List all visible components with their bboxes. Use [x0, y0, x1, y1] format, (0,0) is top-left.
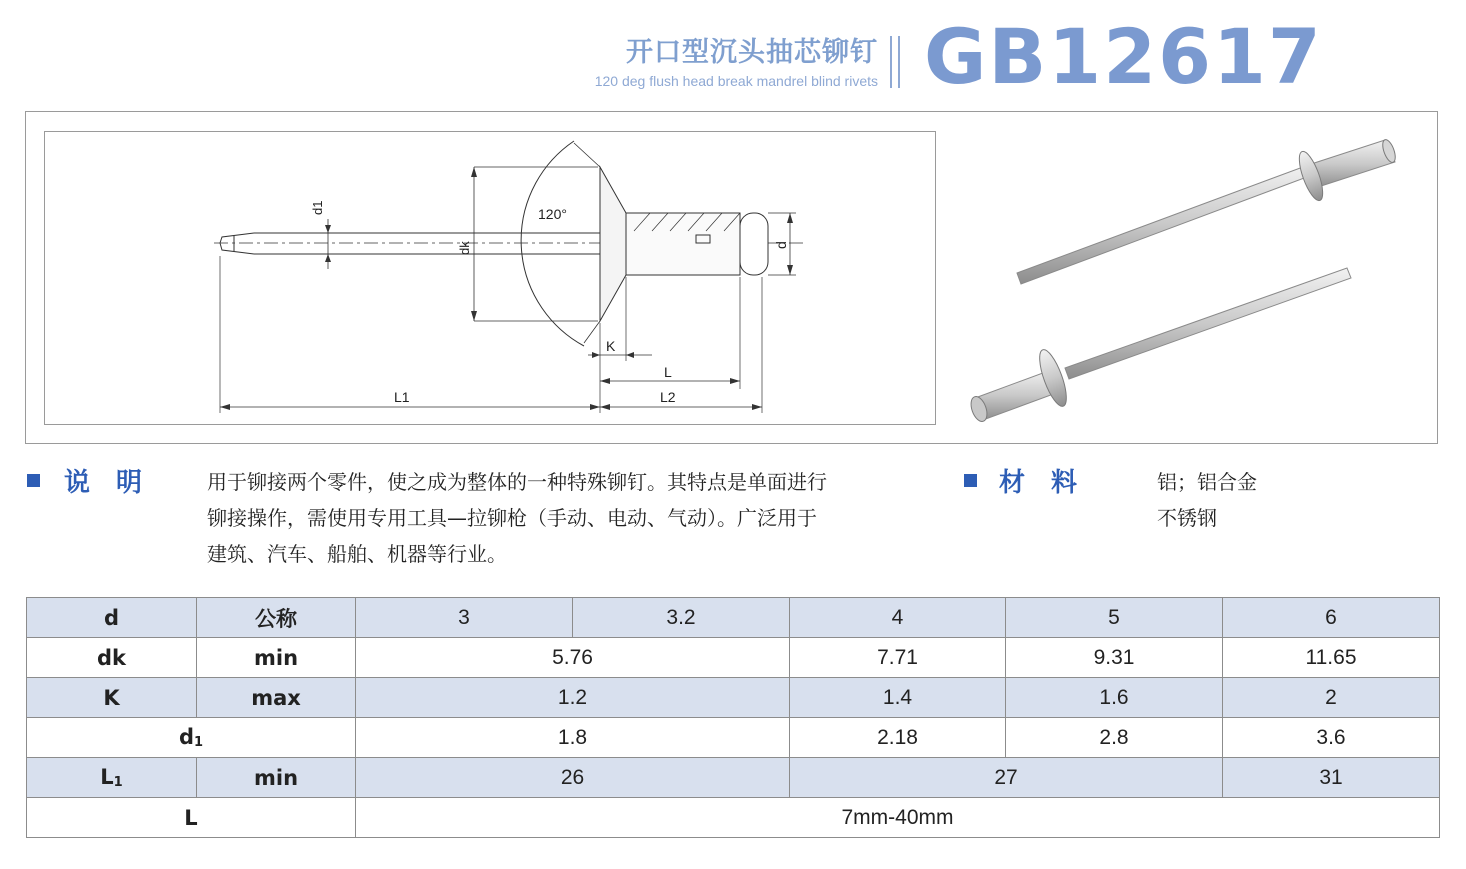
value-cell: 1.4	[790, 678, 1006, 718]
l1-label: L1	[394, 389, 410, 405]
table-row	[27, 718, 1440, 758]
table-row	[27, 638, 1440, 678]
value-cell: 5.76	[356, 638, 790, 678]
material-label: 材 料	[999, 468, 1078, 498]
value-cell: 7.71	[790, 638, 1006, 678]
d-label: d	[773, 241, 789, 249]
table-row	[27, 678, 1440, 718]
value-cell: 26	[356, 758, 790, 798]
dk-label: dk	[457, 241, 472, 255]
qualifier-cell: max	[197, 678, 356, 718]
spec-table	[26, 597, 1440, 838]
param-cell: K	[27, 678, 197, 718]
qualifier-cell: min	[197, 758, 356, 798]
qualifier-cell: min	[197, 638, 356, 678]
description-label: 说 明	[64, 468, 143, 498]
angle-arc	[521, 141, 584, 346]
title-english: 120 deg flush head break mandrel blind rivets	[594, 73, 878, 89]
rivet-upper	[1017, 138, 1398, 284]
value-cell: 1.8	[356, 718, 790, 758]
table-row	[27, 598, 1440, 638]
value-cell: 3	[356, 598, 573, 638]
l2-label: L2	[660, 389, 676, 405]
mandrel-head	[740, 213, 768, 275]
value-cell: 2.8	[1006, 718, 1223, 758]
value-cell: 3.2	[573, 598, 790, 638]
value-cell: 2	[1223, 678, 1440, 718]
arrowheads	[220, 167, 793, 410]
value-cell: 1.6	[1006, 678, 1223, 718]
value-cell: 2.18	[790, 718, 1006, 758]
value-cell: 6	[1223, 598, 1440, 638]
value-cell: 7mm-40mm	[356, 798, 1440, 838]
section-marker	[964, 474, 977, 487]
technical-drawing	[44, 131, 936, 425]
material-item: 不锈钢	[1157, 506, 1217, 530]
title-divider	[898, 36, 900, 88]
k-label: K	[606, 338, 616, 354]
material-list	[1157, 464, 1417, 536]
value-cell: 11.65	[1223, 638, 1440, 678]
value-cell: 3.6	[1223, 718, 1440, 758]
value-cell: 9.31	[1006, 638, 1223, 678]
table-row	[27, 758, 1440, 798]
param-cell	[27, 718, 356, 758]
angle-label: 120°	[538, 206, 567, 222]
value-cell: 27	[790, 758, 1223, 798]
description-text: 用于铆接两个零件，使之成为整体的一种特殊铆钉。其特点是单面进行铆接操作，需使用专用工具—拉铆枪（手动、电动、气动）。广泛用于建筑、汽车、船舶、机器等行业。	[207, 470, 827, 566]
rivet-photo	[955, 128, 1425, 428]
material-item: 铝；铝合金	[1157, 470, 1257, 494]
angle-leader	[584, 321, 600, 343]
rivet-body	[626, 213, 740, 275]
param-cell: d	[27, 598, 197, 638]
param-cell: L	[27, 798, 356, 838]
title-divider	[890, 36, 892, 88]
value-cell: 4	[790, 598, 1006, 638]
param-cell: dk	[27, 638, 197, 678]
rivet-head	[600, 167, 626, 321]
value-cell: 5	[1006, 598, 1223, 638]
title-chinese: 开口型沉头抽芯铆钉	[626, 37, 878, 68]
param-name: $d_1$	[178, 725, 204, 750]
rivet-lower	[968, 268, 1351, 424]
l-label: L	[664, 364, 672, 380]
standard-number: GB12617	[924, 12, 1323, 101]
param-cell	[27, 758, 197, 798]
value-cell: 1.2	[356, 678, 790, 718]
d1-label: d1	[310, 200, 325, 215]
qualifier-cell: 公称	[197, 598, 356, 638]
section-marker	[27, 474, 40, 487]
angle-leader	[574, 143, 600, 167]
mandrel-tip	[220, 233, 254, 254]
value-cell: 31	[1223, 758, 1440, 798]
param-name: $L_1$	[100, 765, 123, 790]
table-row	[27, 798, 1440, 838]
